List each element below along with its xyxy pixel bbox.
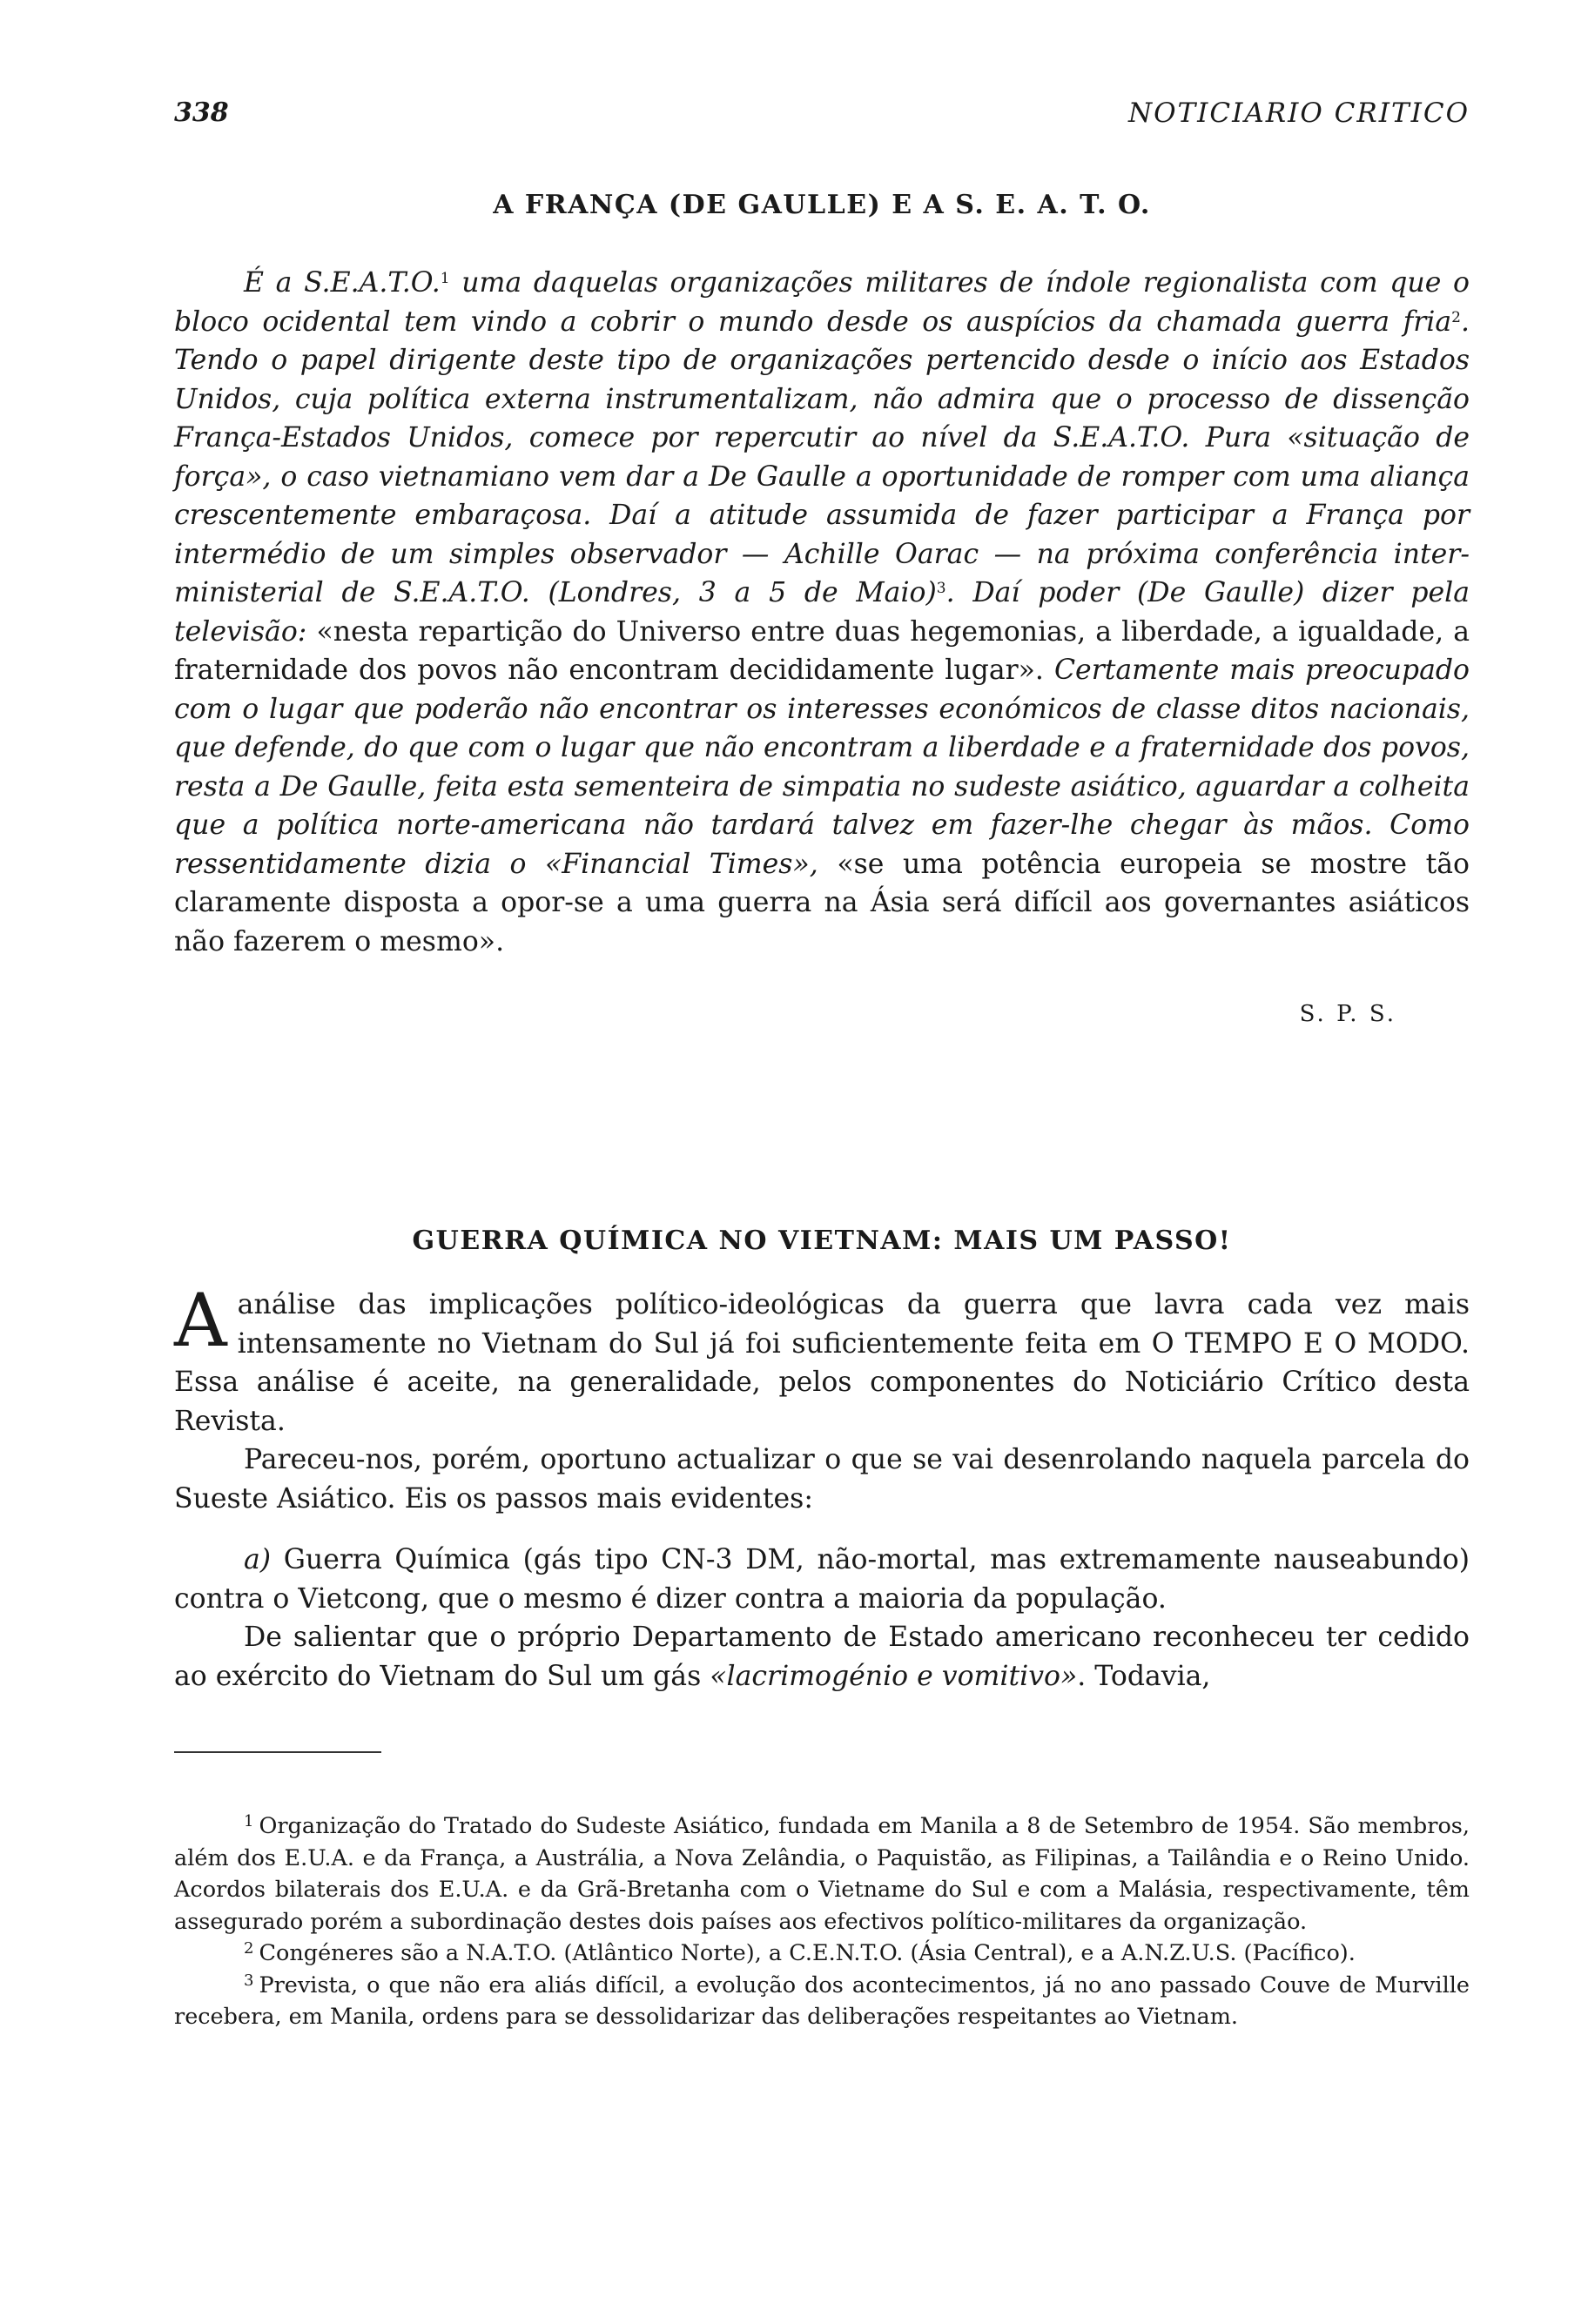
running-header	[174, 97, 1470, 141]
paragraph-text: De salientar que o próprio Departamento de Estado americano reconheceu ter cedido ao exército do Vietnam do Sul um gás	[174, 1622, 1470, 1692]
journal-section-title: NOTICIARIO CRITICO	[1127, 97, 1470, 129]
text-italic: É a S.E.A.T.O.	[244, 267, 441, 299]
footnote-text: Prevista, o que não era aliás difícil, a evolução dos acontecimentos, já no ano passado Couve de Murville recebera, em Manila, ordens para se dessolidarizar das deliberações respeitantes ao Vietnam.	[174, 1971, 1470, 2030]
article-paragraph	[174, 1541, 1470, 1618]
text-italic: Certamente mais preocupado com o lugar que poderão não encontrar os interesses económicos de classe ditos nacionais, que defende, do que com o lugar que não encontram a liberdade e a fraternidade dos povos, resta a De Gaulle, feita esta sementeira de simpatia no sudeste asiático, aguardar a colheita que a política norte-americana não tardará talvez em fazer-lhe chegar às mãos. Como ressentidamente dizia o «Financial Times»,	[174, 655, 1470, 880]
paragraph-text: . Todavia,	[1077, 1660, 1211, 1692]
list-label: a)	[244, 1544, 272, 1575]
footnotes	[174, 1810, 1470, 2033]
footnote-divider	[174, 1751, 381, 1753]
article-chemical-war	[174, 1226, 1470, 1696]
footnote-mark: 1	[244, 1812, 254, 1830]
footnote-text: Organização do Tratado do Sudeste Asiático, fundada em Manila a 8 de Setembro de 1954. São membros, além dos E.U.A. e da França, a Austrália, a Nova Zelândia, o Paquistão, as Filipinas, a Tailândia e o Reino Unido. Acordos bilaterais dos E.U.A. e da Grã-Bretanha com o Vietname do Sul e com a Malásia, respectivamente, têm assegurado porém a subordinação destes dois países aos efectivos político-militares da organização.	[174, 1813, 1470, 1935]
paragraph-text: Guerra Química (gás tipo CN-3 DM, não-mortal, mas extremamente nauseabundo) contra o Vietcong, que o mesmo é dizer contra a maioria da população.	[174, 1544, 1470, 1615]
article-paragraph	[174, 1441, 1470, 1518]
article-title: GUERRA QUÍMICA NO VIETNAM: MAIS UM PASSO!	[412, 1226, 1232, 1256]
page-number: 338	[174, 97, 229, 128]
article-title: A FRANÇA (DE GAULLE) E A S. E. A. T. O.	[493, 190, 1151, 220]
quote-de-gaulle: «nesta repartição do Universo entre duas hegemonias, a liberdade, a igualdade, a fraternidade dos povos não encontram decididamente lugar».	[174, 615, 1470, 686]
text-italic: «lacrimogénio e vomitivo»	[710, 1660, 1078, 1692]
article-france-seato	[174, 190, 1470, 1027]
footnote-3	[174, 1970, 1470, 2033]
footnote-ref-2: 2	[1451, 308, 1461, 326]
paragraph-text: Pareceu-nos, porém, oportuno actualizar o que se vai desenrolando naquela parcela do Sueste Asiático. Eis os passos mais evidentes:	[174, 1444, 1470, 1515]
article-paragraph	[174, 264, 1470, 961]
paragraph-text: análise das implicações político-ideológicas da guerra que lavra cada vez mais intensamente no Vietnam do Sul já foi suficientemente feita em O TEMPO E O MODO. Essa análise é aceite, na generalidade, pelos componentes do Noticiário Crítico desta Revista.	[174, 1289, 1470, 1437]
footnote-2	[174, 1938, 1470, 1970]
spacer	[174, 1518, 1470, 1541]
text-italic: . Tendo o papel dirigente deste tipo de organizações pertencido desde o início aos Estados Unidos, cuja política externa instrumentalizam, não admira que o processo de dissenção França-Estados Unidos, comece por repercutir ao nível da S.E.A.T.O. Pura «situação de força», o caso vietnamiano vem dar a De Gaulle a oportunidade de romper com uma aliança crescentemente embaraçosa. Daí a atitude assumida de fazer participar a França por intermédio de um simples observador — Achille Oarac — na próxima conferência inter-ministerial de S.E.A.T.O. (Londres, 3 a 5 de Maio)	[174, 306, 1470, 608]
text-italic: . Daí poder (De Gaulle) dizer pela televisão:	[174, 577, 1470, 648]
footnote-ref-3: 3	[936, 580, 946, 597]
quote-financial-times: «se uma potência europeia se mostre tão claramente disposta a opor-se a uma guerra na Ásia será difícil aos governantes asiáticos não fazerem o mesmo».	[174, 848, 1470, 957]
drop-cap: A	[174, 1278, 227, 1363]
article-paragraph	[174, 1618, 1470, 1696]
footnote-1	[174, 1810, 1470, 1938]
footnote-mark: 3	[244, 1971, 254, 1990]
author-signature: S. P. S.	[1299, 1001, 1396, 1027]
footnote-text: Congéneres são a N.A.T.O. (Atlântico Norte), a C.E.N.T.O. (Ásia Central), e a A.N.Z.U.S. (Pacífico).	[259, 1940, 1356, 1966]
footnote-mark: 2	[244, 1939, 254, 1958]
article-paragraph	[174, 1278, 1470, 1441]
text-italic: uma daquelas organizações militares de índole regionalista com que o bloco ocidental tem vindo a cobrir o mundo desde os auspícios da chamada guerra fria	[174, 267, 1470, 338]
footnote-ref-1: 1	[440, 270, 450, 287]
